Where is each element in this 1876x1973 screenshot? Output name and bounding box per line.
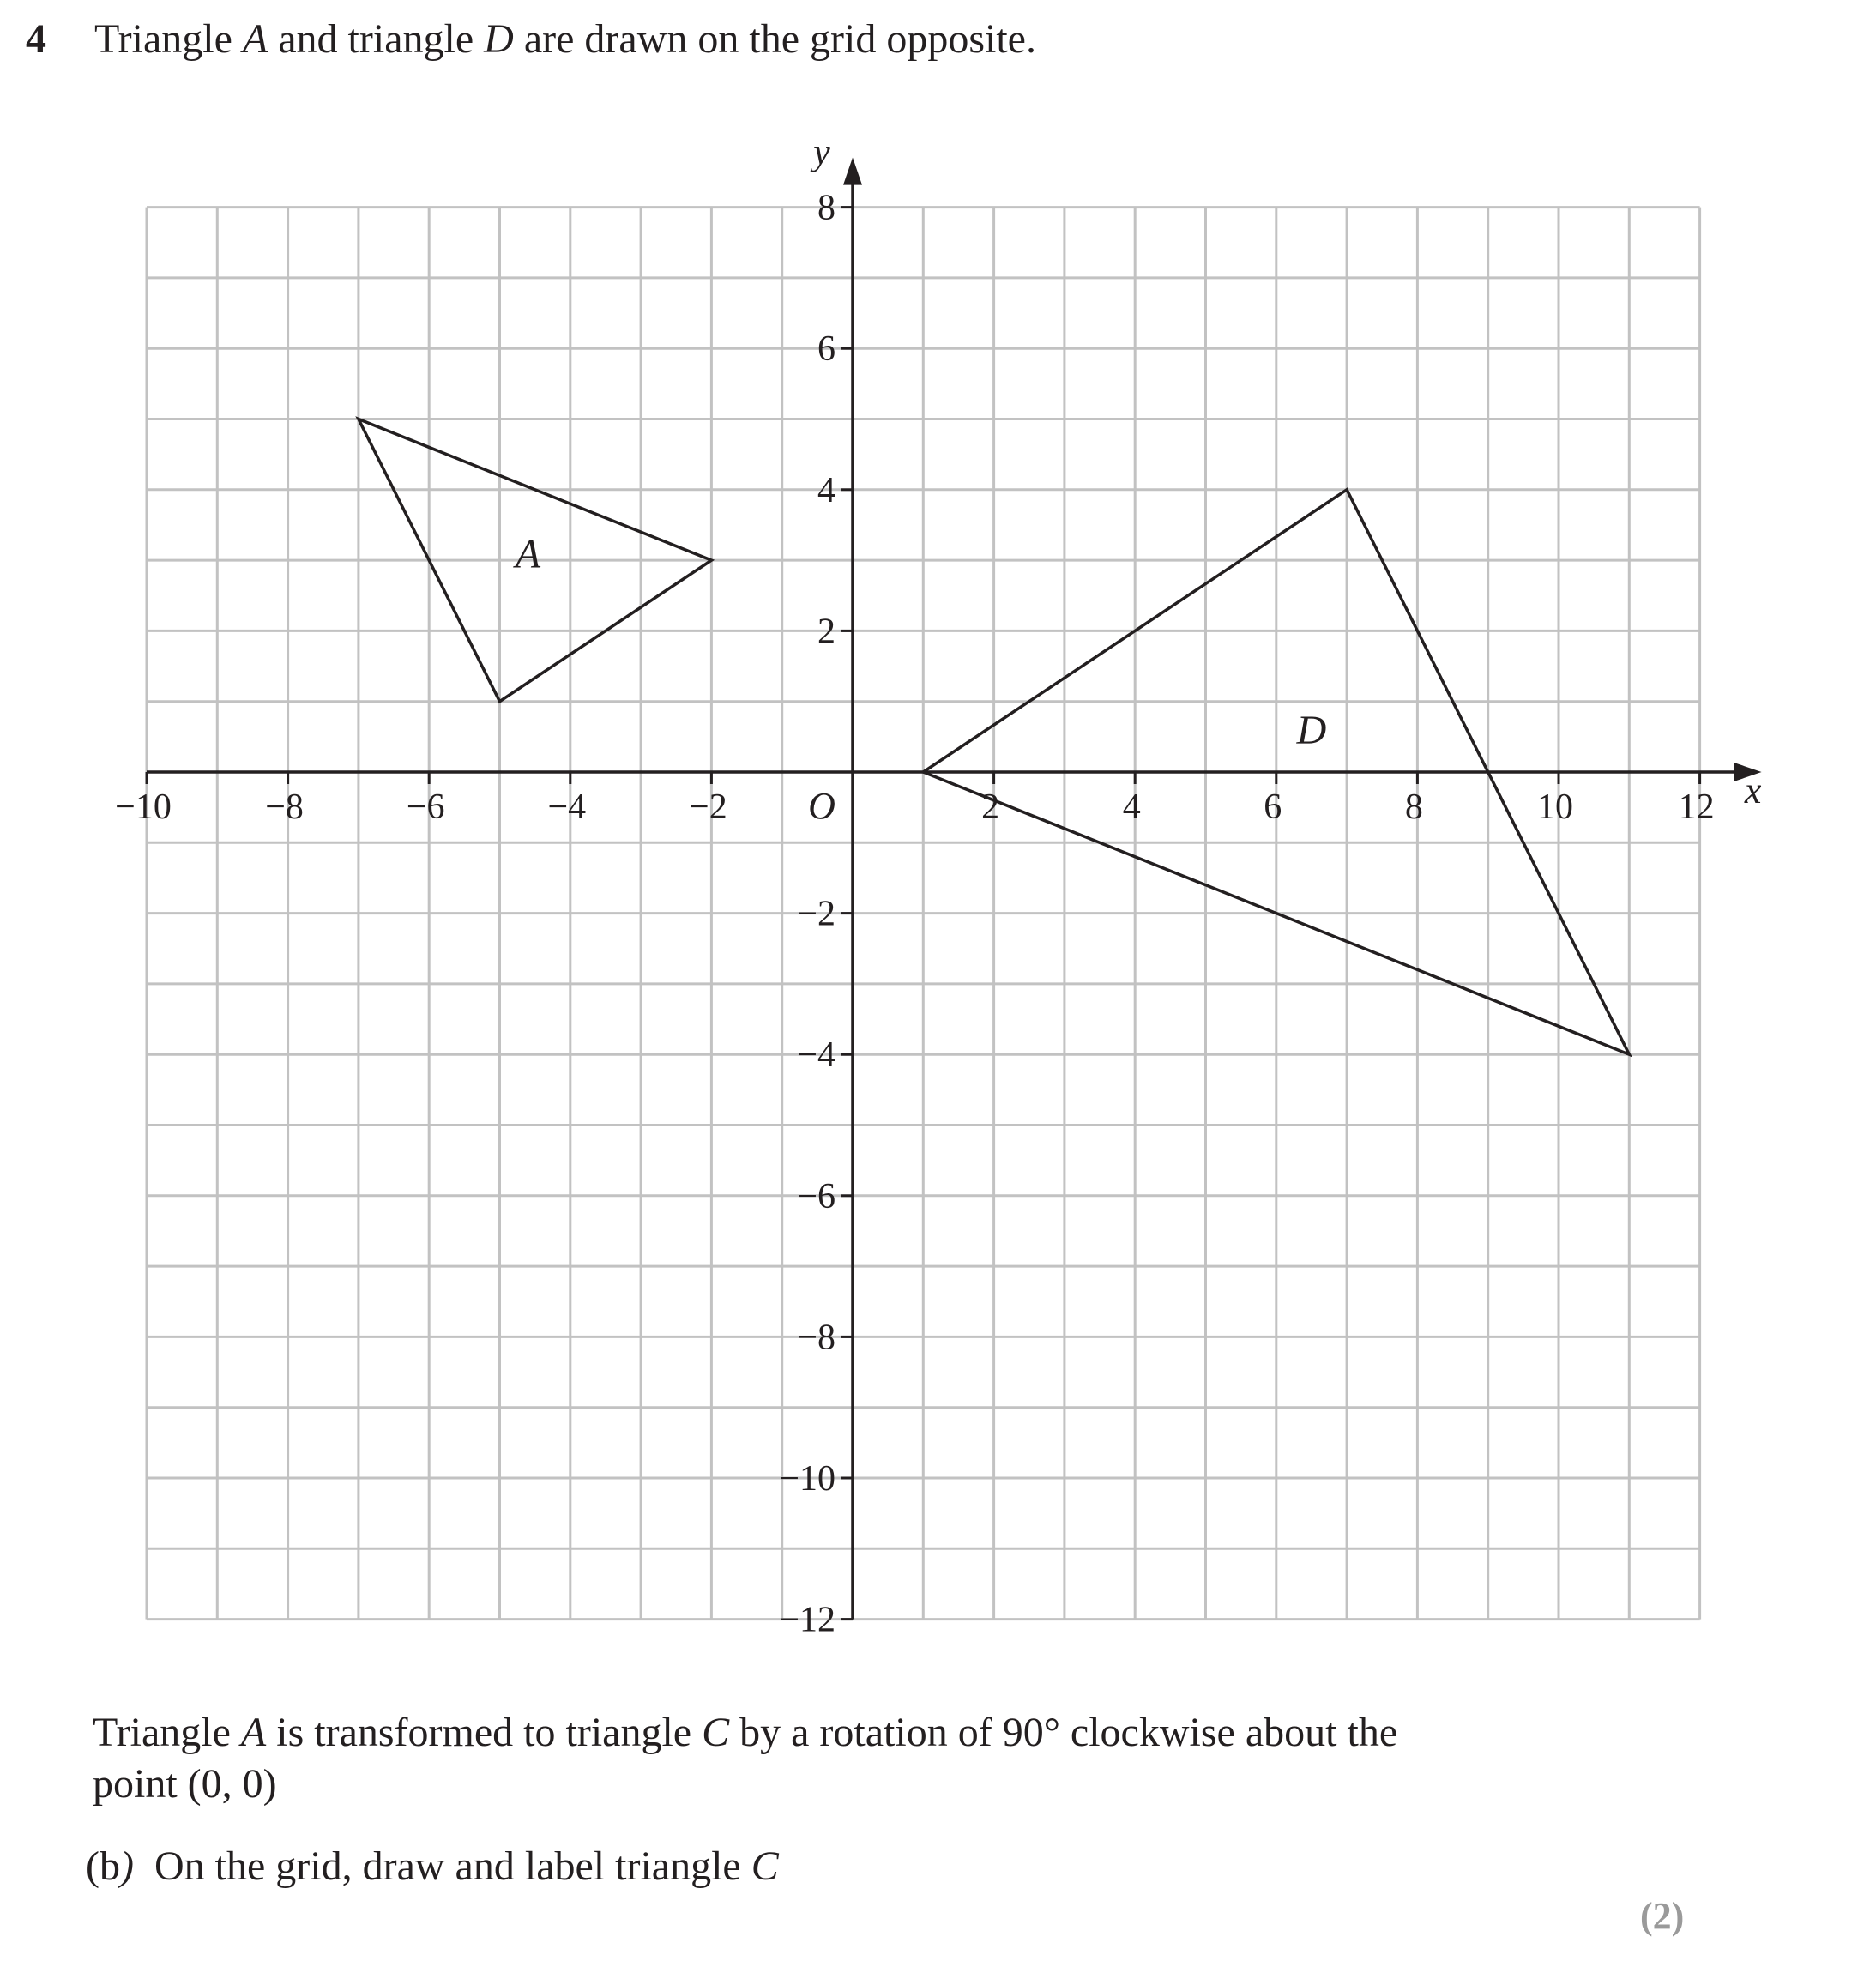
x-tick-label: −6 [406, 787, 445, 827]
y-tick-label: −10 [779, 1459, 835, 1499]
x-tick-label: −4 [547, 787, 587, 827]
y-tick-label: 6 [817, 329, 835, 370]
y-tick-label: 2 [817, 612, 835, 652]
y-tick-label: 4 [817, 470, 835, 510]
triangle-label-a: A [515, 531, 541, 577]
x-tick-label: −8 [265, 787, 304, 827]
x-tick-label: 4 [1122, 787, 1141, 827]
axes [147, 158, 1762, 1620]
x-tick-label: 2 [981, 787, 1000, 827]
y-axis-letter: y [813, 130, 830, 173]
question-number: 4 [26, 16, 46, 62]
x-tick-label: −2 [689, 787, 727, 827]
x-tick-label: 8 [1404, 787, 1423, 827]
x-tick-label: 6 [1264, 787, 1282, 827]
transformation-statement: Triangle A is transformed to triangle C by a rotation of 90° clockwise about the point (0, 0) [93, 1710, 1398, 1807]
x-tick-label: −10 [115, 787, 172, 827]
part-b-instruction: (b) On the grid, draw and label triangle C [86, 1843, 779, 1889]
origin-label: O [808, 785, 835, 827]
tick-labels [115, 131, 1762, 1640]
y-tick-label: −8 [797, 1318, 835, 1358]
y-tick-label: −12 [779, 1600, 835, 1640]
y-tick-label: −6 [797, 1176, 835, 1216]
grid-lines [147, 208, 1700, 1620]
question-intro: Triangle A and triangle D are drawn on the grid opposite. [94, 16, 1036, 62]
y-tick-label: −4 [797, 1035, 835, 1076]
triangle-label-d: D [1296, 708, 1327, 754]
y-tick-label: −2 [797, 894, 835, 934]
y-axis-arrow-icon [843, 158, 862, 185]
marks-label: (2) [1640, 1895, 1685, 1937]
x-tick-label: 12 [1678, 787, 1715, 827]
x-tick-label: 10 [1537, 787, 1573, 827]
y-tick-label: 8 [817, 188, 835, 228]
x-axis-letter: x [1744, 769, 1762, 812]
